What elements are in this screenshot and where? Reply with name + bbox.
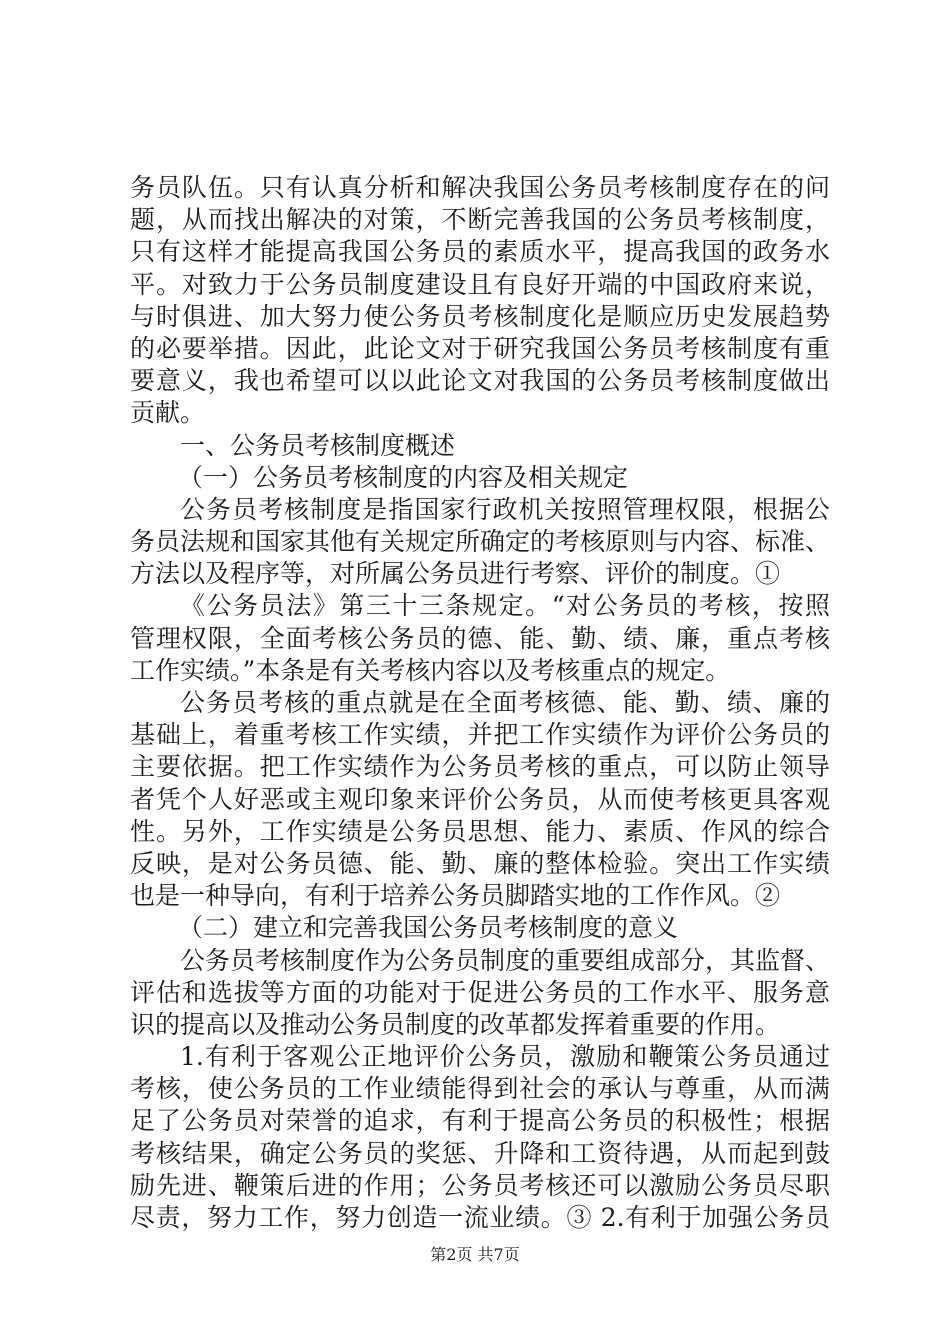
- text-line: 励先进、鞭策后进的作用；公务员考核还可以激励公务员尽职: [130, 1170, 830, 1200]
- text-line: 平。对致力于公务员制度建设且有良好开端的中国政府来说，: [130, 269, 830, 299]
- page-number-footer: 第2页 共7页: [430, 1245, 520, 1264]
- text-line: 公务员考核制度作为公务员制度的重要组成部分，其监督、: [180, 945, 831, 975]
- text-line: 评估和选拔等方面的功能对于促进公务员的工作水平、服务意: [130, 977, 830, 1007]
- text-line: 只有这样才能提高我国公务员的素质水平，提高我国的政务水: [130, 237, 830, 267]
- subsection-heading: （二）建立和完善我国公务员考核制度的意义: [178, 913, 679, 943]
- text-line: 要意义，我也希望可以以此论文对我国的公务员考核制度做出: [130, 366, 830, 396]
- text-line: 务员队伍。只有认真分析和解决我国公务员考核制度存在的问: [130, 173, 830, 202]
- text-line: 主要依据。把工作实绩作为公务员考核的重点，可以防止领导: [130, 752, 830, 782]
- text-line: 足了公务员对荣誉的追求，有利于提高公务员的积极性；根据: [130, 1106, 830, 1136]
- text-line: 基础上，着重考核工作实绩，并把工作实绩作为评价公务员的: [130, 720, 830, 750]
- text-line: 尽责，努力工作，努力创造一流业绩。③ 2.有利于加强公务员: [130, 1203, 830, 1232]
- text-line: 1.有利于客观公正地评价公务员，激励和鞭策公务员通过: [180, 1042, 830, 1072]
- text-line: 工作实绩。”本条是有关考核内容以及考核重点的规定。: [130, 655, 731, 685]
- text-line: 考核，使公务员的工作业绩能得到社会的承认与尊重，从而满: [130, 1074, 830, 1104]
- text-line: 贡献。: [130, 398, 206, 428]
- section-heading: 一、公务员考核制度概述: [180, 430, 456, 460]
- document-body: [130, 172, 830, 1234]
- text-line: 公务员考核制度是指国家行政机关按照管理权限，根据公: [180, 494, 830, 524]
- text-line: 反映，是对公务员德、能、勤、廉的整体检验。突出工作实绩: [130, 848, 830, 878]
- text-line: 管理权限，全面考核公务员的德、能、勤、绩、廉，重点考核: [130, 623, 830, 653]
- text-line: 考核结果，确定公务员的奖惩、升降和工资待遇，从而起到鼓: [130, 1138, 830, 1168]
- text-line: 者凭个人好恶或主观印象来评价公务员，从而使考核更具客观: [130, 784, 830, 814]
- text-line: 公务员考核的重点就是在全面考核德、能、勤、绩、廉的: [180, 688, 830, 717]
- text-line: 《公务员法》第三十三条规定。“对公务员的考核，按照: [180, 591, 830, 621]
- text-line: 与时俱进、加大努力使公务员考核制度化是顺应历史发展趋势: [130, 301, 830, 331]
- subsection-heading: （一）公务员考核制度的内容及相关规定: [178, 462, 629, 492]
- text-line: 也是一种导向，有利于培养公务员脚踏实地的工作作风。②: [130, 881, 781, 911]
- text-line: 性。另外，工作实绩是公务员思想、能力、素质、作风的综合: [130, 816, 830, 846]
- text-line: 方法以及程序等，对所属公务员进行考察、评价的制度。①: [130, 559, 781, 589]
- text-line: 的必要举措。因此，此论文对于研究我国公务员考核制度有重: [130, 333, 830, 363]
- text-line: 务员法规和国家其他有关规定所确定的考核原则与内容、标准、: [130, 527, 831, 557]
- text-line: 题，从而找出解决的对策，不断完善我国的公务员考核制度，: [130, 205, 830, 235]
- text-line: 识的提高以及推动公务员制度的改革都发挥着重要的作用。: [130, 1009, 781, 1039]
